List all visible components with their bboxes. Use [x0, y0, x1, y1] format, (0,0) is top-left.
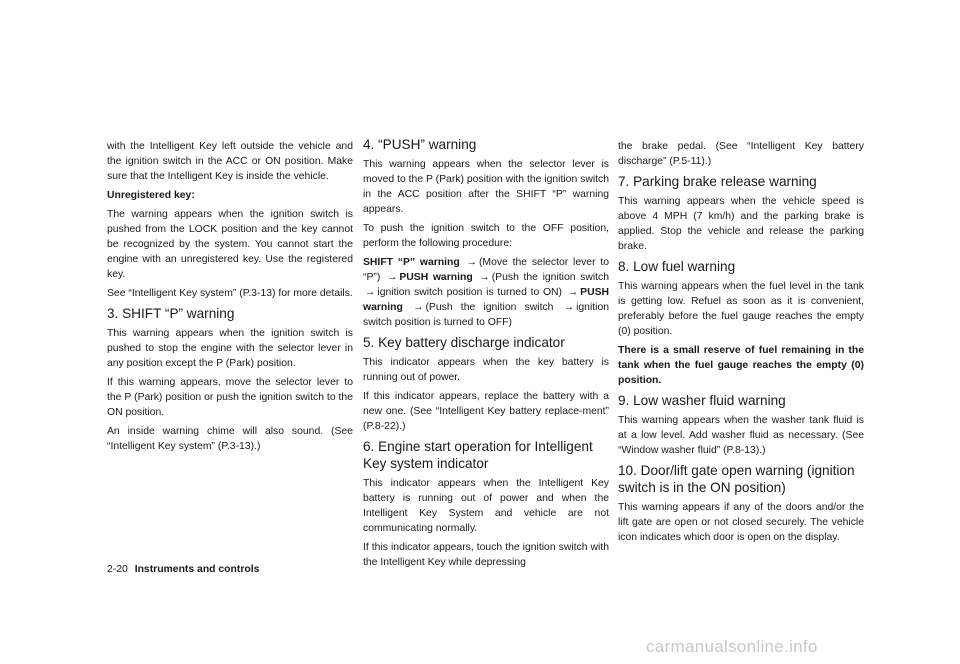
paragraph: If this indicator appears, touch the ignition switch with the Intelligent Key while depressing: [363, 542, 609, 568]
heading-push-warning: 4. “PUSH” warning: [363, 137, 477, 152]
arrow-icon: →: [386, 272, 398, 283]
heading-shift-p-warning: 3. SHIFT “P” warning: [107, 306, 235, 321]
paragraph: See “Intelligent Key system” (P.3-13) for more details.: [107, 288, 353, 299]
column-middle: [363, 139, 609, 574]
heading-key-battery-discharge: 5. Key battery discharge indicator: [363, 335, 565, 350]
paragraph: with the Intelligent Key left outside the vehicle and the ignition switch in the ACC or ON position. Make sure that the Intelligent Key is inside the vehicle.: [107, 141, 353, 182]
paragraph: The warning appears when the ignition switch is pushed from the LOCK position and the key cannot be recognized by the system. You cannot start the engine with an unregistered key. Use the registered key.: [107, 209, 353, 280]
step-label: SHIFT “P” warning: [363, 257, 460, 268]
procedure-steps: [363, 255, 609, 330]
paragraph: This warning appears when the fuel level in the tank is getting low. Refuel as soon as it is convenient, preferably before the fuel gauge reaches the empty (0) position.: [618, 281, 864, 337]
paragraph: This warning appears when the selector lever is moved to the P (Park) position with the ignition switch in the ACC position after the SHIFT “P” warning appears.: [363, 159, 609, 215]
step-text: (Move the selector lever to “P”): [363, 257, 609, 283]
paragraph: This warning appears when the ignition switch is pushed to stop the engine with the selector lever in any position except the P (Park) position.: [107, 328, 353, 369]
step-label: PUSH warning: [399, 272, 473, 283]
page-number: 2-20: [107, 564, 128, 575]
paragraph: This indicator appears when the key battery is running out of power.: [363, 357, 609, 383]
fuel-reserve-note: There is a small reserve of fuel remaining in the tank when the fuel gauge reaches the empty (0) position.: [618, 345, 864, 386]
paragraph: To push the ignition switch to the OFF position, perform the following procedure:: [363, 223, 609, 249]
subheading-unregistered-key: Unregistered key:: [107, 190, 195, 201]
arrow-icon: →: [413, 302, 424, 313]
column-right: [618, 139, 864, 549]
heading-low-fuel-warning: 8. Low fuel warning: [618, 259, 736, 274]
arrow-icon: →: [365, 287, 376, 298]
paragraph: This indicator appears when the Intelligent Key battery is running out of power and when the Intelligent Key System and vehicle are not communicating normally.: [363, 478, 609, 534]
watermark: carmanualsonline.info: [646, 637, 818, 656]
heading-door-open-warning: 10. Door/lift gate open warning (ignition switch is in the ON position): [618, 463, 855, 495]
page-footer: [107, 563, 259, 577]
heading-parking-brake-warning: 7. Parking brake release warning: [618, 174, 817, 189]
arrow-icon: →: [479, 272, 490, 283]
paragraph: This warning appears if any of the doors and/or the lift gate are open or not closed securely. The vehicle icon indicates which door is open on the display.: [618, 502, 864, 543]
paragraph: If this indicator appears, replace the battery with a new one. (See “Intelligent Key battery replace-ment” (P.8-22).): [363, 391, 609, 432]
arrow-icon: →: [466, 257, 477, 268]
paragraph: An inside warning chime will also sound. (See “Intelligent Key system” (P.3-13).): [107, 426, 353, 452]
arrow-icon: →: [567, 287, 579, 298]
step-label: PUSH warning: [363, 287, 610, 313]
paragraph: This warning appears when the vehicle speed is above 4 MPH (7 km/h) and the parking brake is applied. Stop the vehicle and release the parking brake.: [618, 196, 864, 252]
section-title: Instruments and controls: [134, 564, 260, 575]
arrow-icon: →: [563, 302, 575, 313]
step-text: ignition switch position is turned to OFF): [363, 302, 610, 328]
paragraph: This warning appears when the washer tank fluid is at a low level. Add washer fluid as necessary. (See “Window washer fluid” (P.8-13).): [618, 415, 864, 456]
paragraph: the brake pedal. (See “Intelligent Key battery discharge” (P.5-11).): [618, 141, 864, 167]
step-text: ignition switch position is turned to ON): [377, 287, 563, 298]
column-left: [107, 139, 353, 458]
heading-low-washer-fluid-warning: 9. Low washer fluid warning: [618, 393, 786, 408]
heading-engine-start-indicator: 6. Engine start operation for Intelligent Key system indicator: [363, 439, 593, 471]
step-text: (Push the ignition switch: [491, 272, 610, 283]
paragraph: If this warning appears, move the selector lever to the P (Park) position or push the ignition switch to the ON position.: [107, 377, 353, 418]
step-text: (Push the ignition switch: [425, 302, 554, 313]
